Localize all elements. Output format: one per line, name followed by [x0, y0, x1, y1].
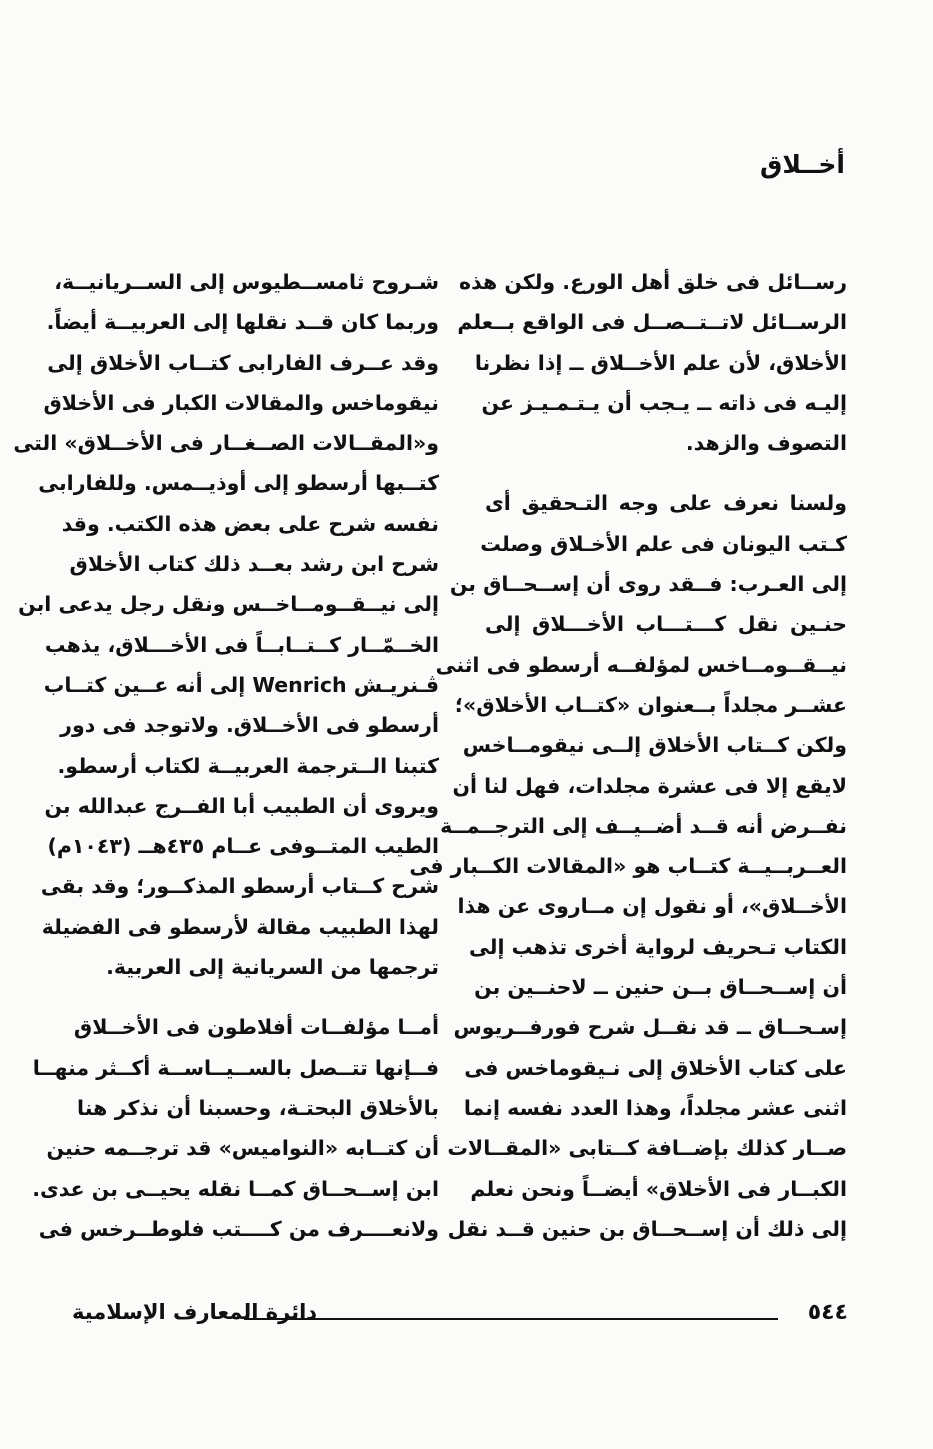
- text-line: نفــرض أنه قــد أضــيــف إلى الترجــمــة: [440, 813, 847, 838]
- running-head: أخــلاق: [759, 150, 845, 179]
- text-line: شرح ابن رشد بعــد ذلك كتاب الأخلاق: [69, 552, 439, 577]
- text-line: أرسطو فى الأخــلاق. ولاتوجد فى دور: [60, 713, 439, 738]
- text-line: حنـين نقل كـــتـــاب الأخـــلاق إلى: [485, 612, 847, 637]
- text-line: ولانعــــرف من كــــتب فلوطــرخس فى: [38, 1216, 439, 1241]
- text-line: بالأخلاق البحتـة، وحسبنا أن نذكر هنا: [77, 1095, 439, 1120]
- text-line: شـروح ثامســطيوس إلى الســريانيــة،: [54, 270, 439, 294]
- text-line: رســائل فى خلق أهل الورع. ولكن هذه: [459, 270, 847, 294]
- text-line: التصوف والزهد.: [685, 431, 847, 456]
- left-column: [13, 262, 439, 1249]
- paragraph: [457, 262, 847, 463]
- text-line: ڤـنريـش Wenrich إلى أنه عــين كتــاب: [43, 672, 439, 697]
- text-line: فــإنها تتــصل بالســيــاســة أكــثر منهــا: [32, 1055, 439, 1080]
- text-line: صــار كذلك بإضــافة كــتابى «المقــالات: [447, 1136, 847, 1161]
- journal-title: دائرة المعارف الإسلامية: [72, 1300, 318, 1324]
- text-line: الخــمّــار كــتــابــاً فى الأخـــلاق، يذهب: [44, 632, 439, 657]
- text-line: اثنى عشر مجلداً، وهذا العدد نفسه إنما: [463, 1095, 847, 1120]
- paragraph: [32, 1007, 439, 1249]
- text-line: و«المقــالات الصــغــار فى الأخــلاق» التى: [13, 431, 439, 456]
- text-line: الطيب المتــوفى عــام ٤٣٥هــ (١٠٤٣م): [47, 834, 439, 859]
- page-number: ٥٤٤: [807, 1300, 848, 1325]
- text-line: أن كتــابه «النواميس» قد ترجــمه حنين: [46, 1136, 439, 1161]
- text-line: نيقوماخس والمقالات الكبار فى الأخلاق: [43, 390, 439, 415]
- right-column: [409, 262, 847, 1249]
- text-line: كـتب اليونان فى علم الأخـلاق وصلت: [480, 531, 847, 556]
- text-line: الأخــلاق»، أو نقول إن مــاروى عن هذا: [457, 894, 847, 919]
- text-line: كتــبها أرسطو إلى أوذيــمس. وللفارابى: [38, 471, 439, 496]
- text-line: الأخلاق، لأن علم الأخــلاق ــ إذا نظرنا: [474, 350, 847, 375]
- paragraph: [13, 262, 439, 987]
- text-line: كتبنا الــترجمة العربيــة لكتاب أرسطو.: [57, 753, 439, 778]
- text-line: شرح كــتاب أرسطو المذكــور؛ وقد بقى: [40, 874, 439, 899]
- text-line: عشــر مجلداً بــعنوان «كتــاب الأخلاق»؛: [454, 692, 847, 717]
- text-line: ولكن كــتاب الأخلاق إلــى نيقومــاخس: [462, 733, 847, 758]
- text-line: إلى نيــقــومــاخــس ونقل رجل يدعى ابن: [18, 592, 439, 617]
- page-footer: [72, 1296, 848, 1336]
- paragraph: [409, 483, 847, 1249]
- text-line: أن إســحــاق بــن حنين ــ لاحنــين بن: [474, 975, 847, 1000]
- text-line: ترجمها من السريانية إلى العربية.: [106, 955, 439, 980]
- text-line: وربما كان قــد نقلها إلى العربيــة أيضاً.: [46, 310, 439, 335]
- text-line: الكتاب تـحريف لرواية أخرى تذهب إلى: [469, 934, 847, 959]
- text-line: لهذا الطبيب مقالة لأرسطو فى الفضيلة: [41, 914, 439, 939]
- text-line: ويروى أن الطبيب أبا الفــرج عبدالله بن: [44, 793, 439, 818]
- paragraph-gap: [77, 987, 439, 1007]
- text-line: نيــقــومــاخس لمؤلفــه أرسطو فى اثنى: [435, 652, 847, 677]
- text-line: الكبــار فى الأخلاق» أيضــاً ونحن نعلم: [470, 1176, 847, 1201]
- text-line: الرســائل لاتــتــصــل فى الواقع بــعلم: [457, 310, 847, 335]
- text-line: إليـه فى ذاته ــ يـجب أن يـتـمـيـز عن: [481, 390, 847, 415]
- text-line: نفسه شرح على بعض هذه الكتب. وقد: [61, 511, 439, 536]
- text-line: وقد عــرف الفارابى كتــاب الأخلاق إلى: [47, 350, 439, 375]
- text-line: لايقع إلا فى عشرة مجلدات، فهل لنا أن: [452, 773, 847, 798]
- text-line: أمــا مؤلفــات أفلاطون فى الأخــلاق: [73, 1015, 439, 1040]
- text-line: ولسنا نعرف على وجه التـحقيق أى: [485, 491, 847, 516]
- footer-rule: [244, 1318, 778, 1320]
- paragraph-gap: [485, 463, 847, 483]
- text-line: على كتاب الأخلاق إلى نـيقوماخس فى: [464, 1055, 847, 1080]
- text-line: إلى العـرب: فــقد روى أن إســحــاق بن: [449, 572, 847, 597]
- text-line: إلى ذلك أن إســحــاق بن حنين قــد نقل: [447, 1216, 847, 1241]
- text-line: ابن إســحــاق كمــا نقله يحيــى بن عدى.: [32, 1176, 439, 1201]
- text-line: العــربــيــة كتــاب هو «المقالات الكــبار فى: [409, 854, 847, 879]
- text-line: إسـحــاق ــ قد نقــل شرح فورفــريوس: [453, 1015, 847, 1040]
